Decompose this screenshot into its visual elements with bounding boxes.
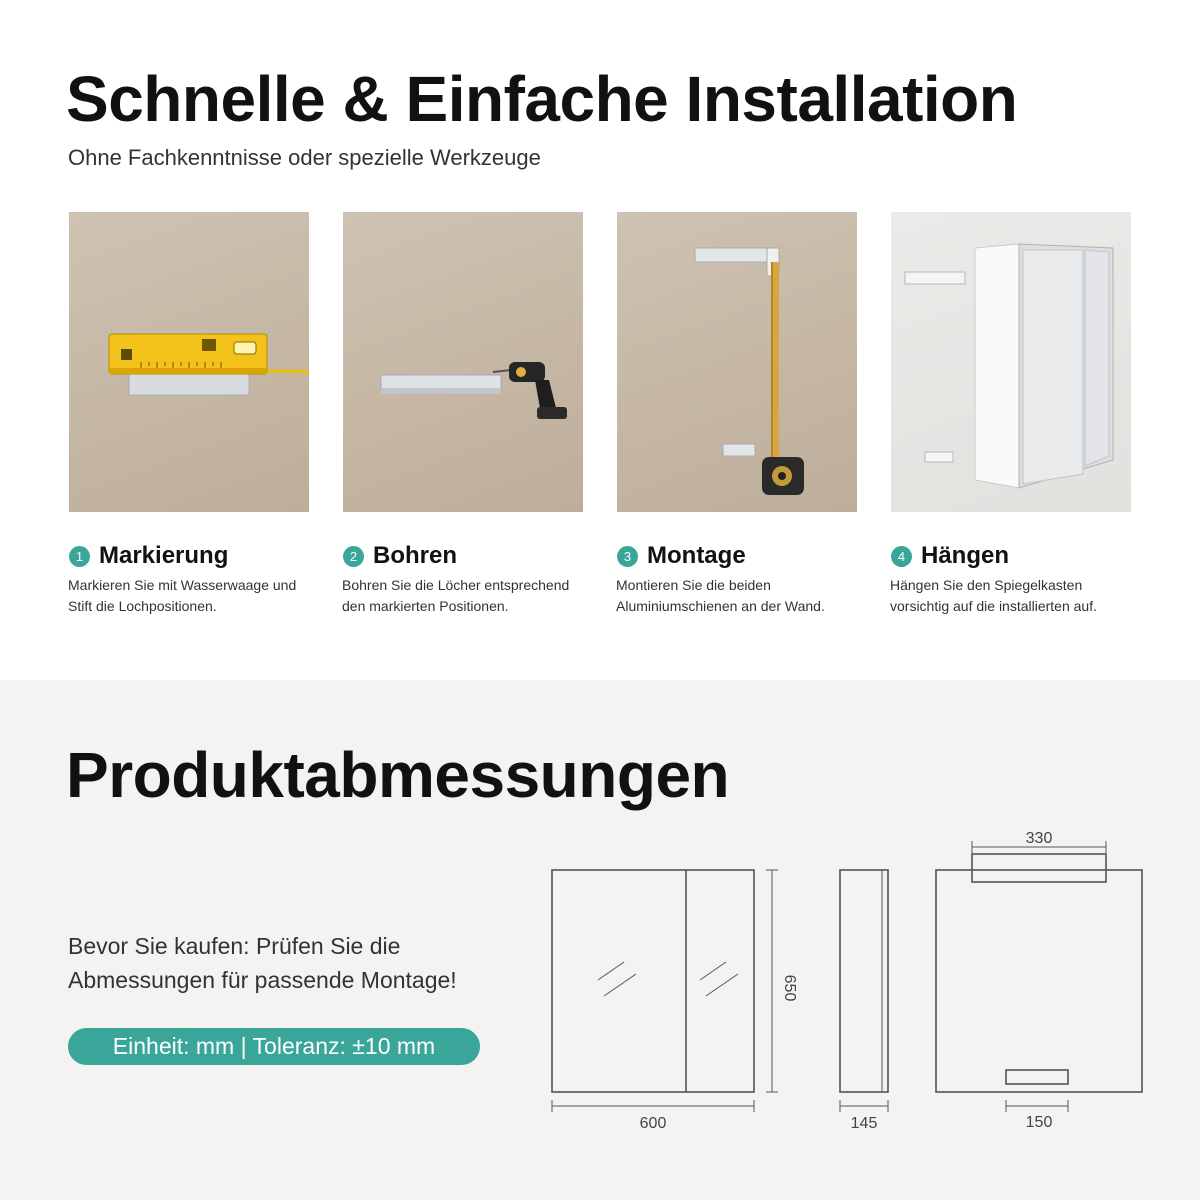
step-2-heading: [343, 541, 457, 571]
step-2-title: Bohren: [373, 542, 457, 569]
dimensions-title: Produktabmessungen: [66, 739, 730, 811]
height-label: 650: [781, 974, 798, 1002]
step-1-number: 1: [69, 546, 90, 567]
tape-measure-icon: [617, 212, 857, 512]
installation-subtitle: Ohne Fachkenntnisse oder spezielle Werkzeuge: [68, 145, 541, 170]
step-3-description: Montieren Sie die beiden Aluminiumschienen an der Wand.: [616, 577, 825, 614]
spirit-level-icon: [69, 212, 309, 512]
bottom-rail-label: 150: [1025, 1114, 1053, 1131]
step-2-number: 2: [343, 546, 364, 567]
step-2-description: Bohren Sie die Löcher entsprechend den markierten Positionen.: [342, 577, 570, 614]
step-2-image: [343, 212, 583, 512]
step-1-title: Markierung: [99, 542, 229, 569]
depth-dimension-line: [840, 1100, 888, 1112]
dimension-drawings: [540, 820, 1160, 1140]
drill-icon: [343, 212, 583, 512]
bottom-rail-dimension-line: [1006, 1100, 1068, 1112]
step-3-title: Montage: [647, 542, 746, 569]
side-view-drawing: [840, 870, 888, 1092]
depth-label: 145: [850, 1115, 878, 1132]
installation-title: Schnelle & Einfache Installation: [66, 63, 1018, 135]
step-3-image: [617, 212, 857, 512]
mirror-cabinet-icon: [891, 212, 1131, 512]
step-3-number: 3: [617, 546, 638, 567]
step-3-heading: [617, 541, 746, 571]
step-1-heading: [69, 541, 228, 571]
step-4-image: [891, 212, 1131, 512]
width-label: 600: [639, 1115, 667, 1132]
step-4-number: 4: [891, 546, 912, 567]
back-view-drawing: [936, 854, 1142, 1092]
unit-tolerance-badge: Einheit: mm | Toleranz: ±10 mm: [68, 1028, 480, 1065]
step-4-description: Hängen Sie den Spiegelkasten vorsichtig auf die installierten auf.: [890, 577, 1097, 614]
top-rail-label: 330: [1025, 830, 1053, 847]
step-4-heading: [891, 541, 1009, 571]
front-view-drawing: [552, 870, 754, 1092]
dimensions-note: Bevor Sie kaufen: Prüfen Sie die Abmessungen für passende Montage!: [68, 933, 457, 993]
width-dimension-line: [552, 1100, 754, 1112]
step-4-title: Hängen: [921, 542, 1010, 569]
height-dimension-line: [766, 870, 778, 1092]
step-1-image: [69, 212, 309, 512]
step-1-description: Markieren Sie mit Wasserwaage und Stift die Lochpositionen.: [68, 577, 297, 614]
